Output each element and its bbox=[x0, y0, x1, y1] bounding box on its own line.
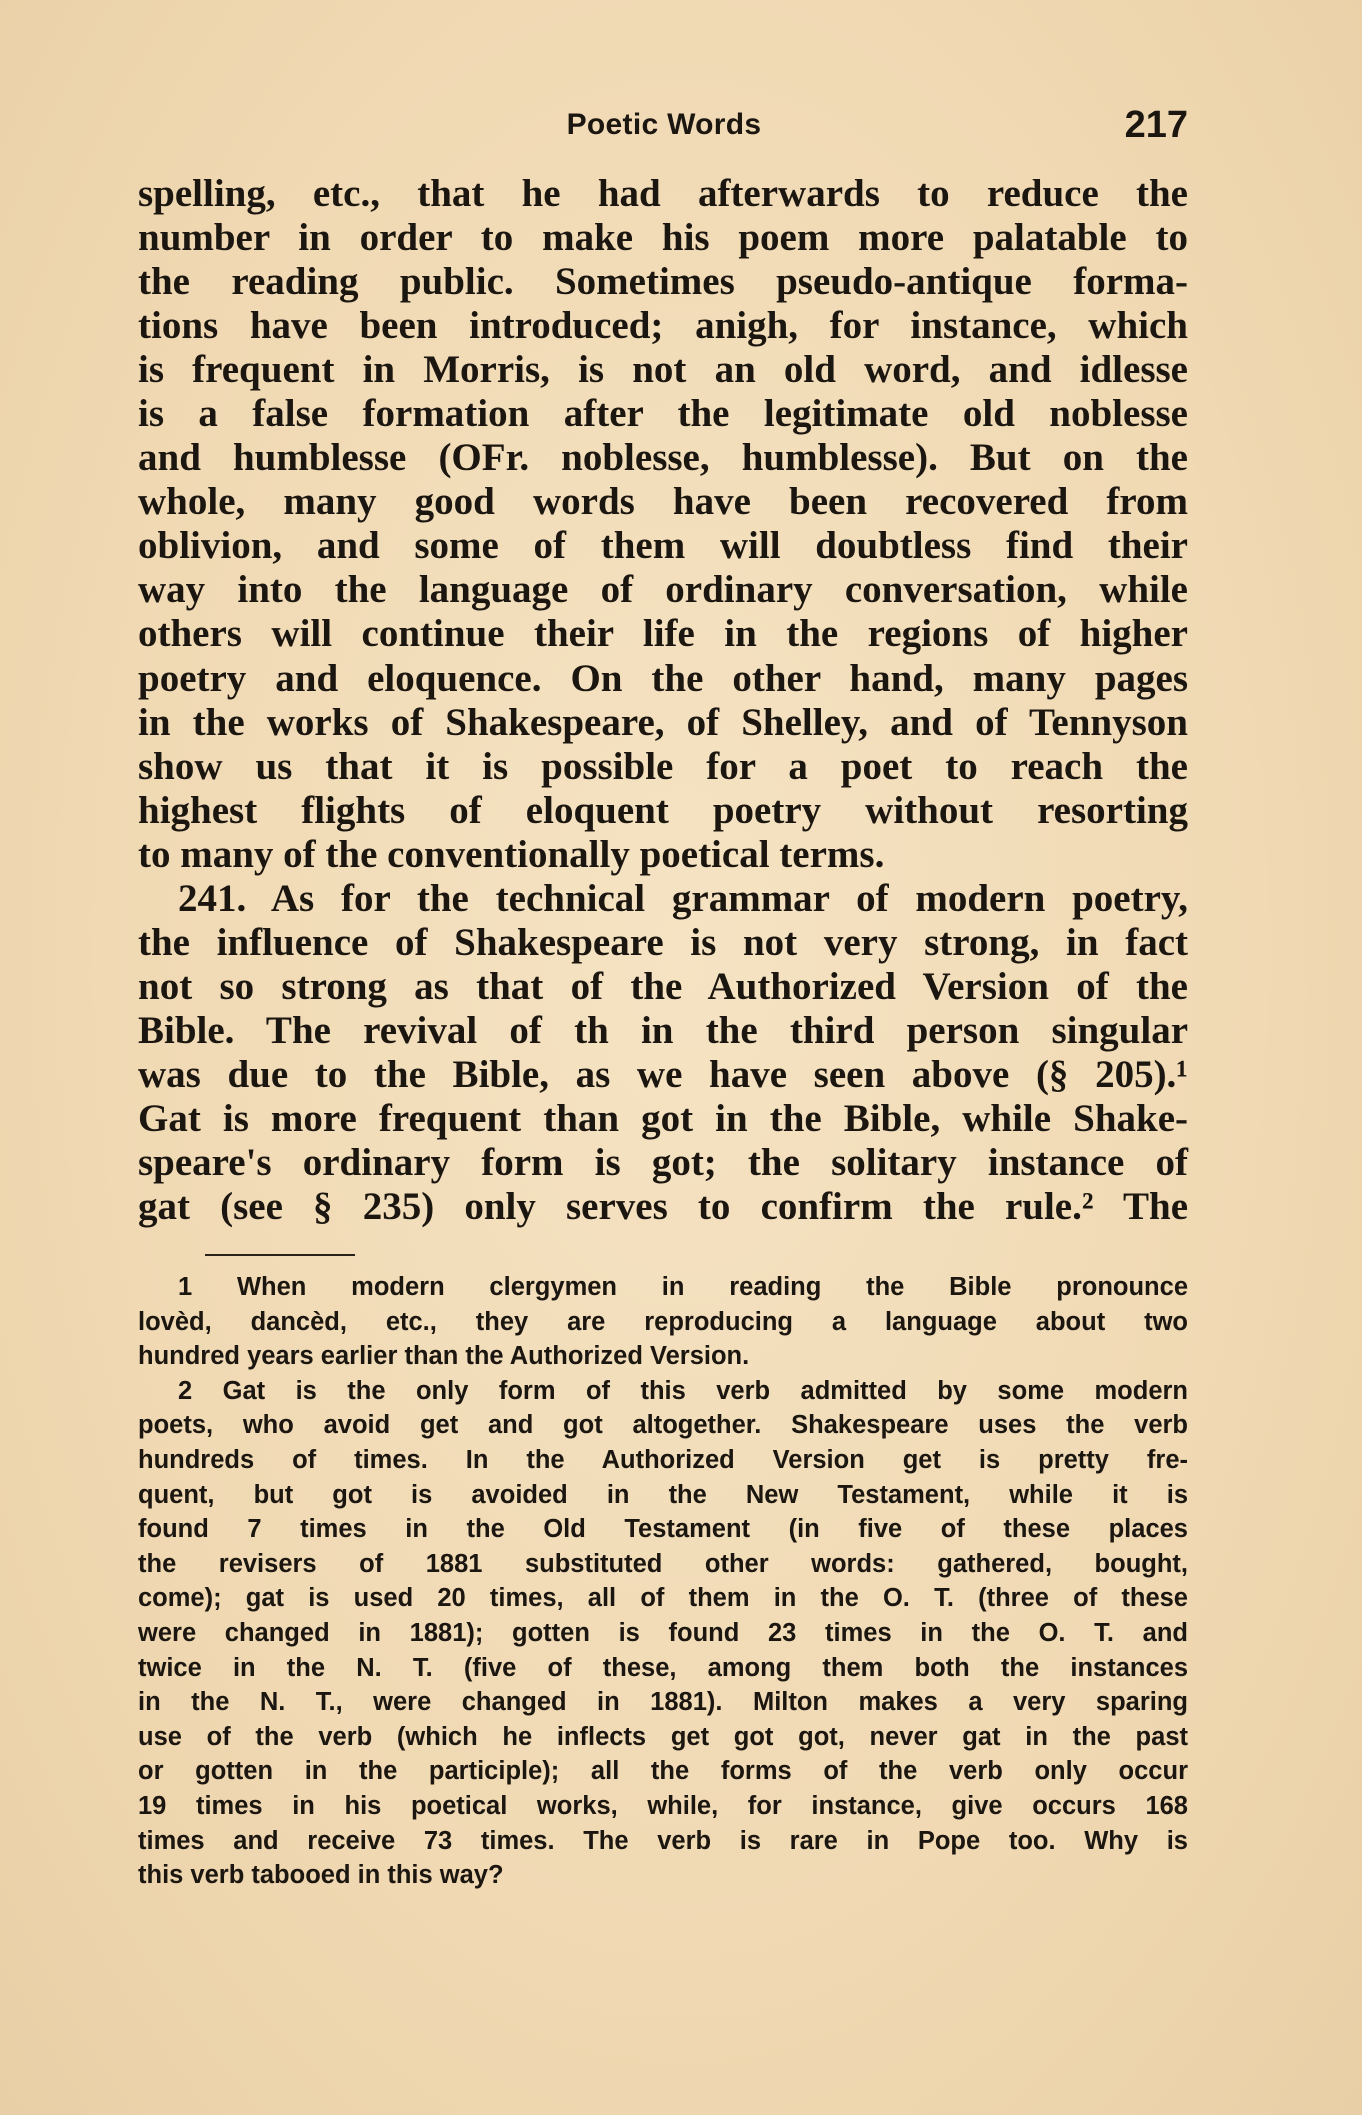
text-line: tions have been introduced; anigh, for instance, which bbox=[138, 304, 1188, 348]
text-line: others will continue their life in the regions of higher bbox=[138, 612, 1188, 656]
footnote-line: twice in the N. T. (five of these, among them both the instances bbox=[138, 1653, 1188, 1682]
footnote-line: poets, who avoid get and got altogether. Shakespeare uses the verb bbox=[138, 1411, 1188, 1440]
footnote-line: come); gat is used 20 times, all of them in the O. T. (three of these bbox=[138, 1584, 1188, 1613]
page-header bbox=[140, 104, 1188, 154]
text-line: way into the language of ordinary conversation, while bbox=[138, 568, 1188, 612]
section-241-paragraph bbox=[138, 877, 1188, 1229]
footnote-1 bbox=[138, 1270, 1188, 1374]
text-line: the influence of Shakespeare is not very strong, in fact bbox=[138, 920, 1188, 964]
text-line: is a false formation after the legitimate old noblesse bbox=[138, 392, 1188, 436]
text-line: not so strong as that of the Authorized Version of the bbox=[138, 964, 1188, 1008]
section-241-heading-line: 241. As for the technical grammar of modern poetry, bbox=[178, 876, 1188, 920]
text-line: Gat is more frequent than got in the Bible, while Shake- bbox=[138, 1096, 1188, 1140]
footnote-line: hundred years earlier than the Authorized Version. bbox=[138, 1342, 750, 1371]
footnote-line: 19 times in his poetical works, while, for instance, give occurs 168 bbox=[138, 1791, 1188, 1820]
text-line: highest flights of eloquent poetry without resorting bbox=[138, 788, 1188, 832]
footnote-line: were changed in 1881); gotten is found 23 times in the O. T. and bbox=[138, 1618, 1188, 1647]
text-line: speare's ordinary form is got; the solitary instance of bbox=[138, 1141, 1188, 1185]
footnote-line: found 7 times in the Old Testament (in five of these places bbox=[138, 1515, 1188, 1544]
footnote-line: 1 When modern clergymen in reading the Bible pronounce bbox=[178, 1273, 1188, 1301]
footnotes bbox=[138, 1270, 1188, 1893]
text-line: show us that it is possible for a poet to reach the bbox=[138, 744, 1188, 788]
body-text bbox=[138, 172, 1188, 1229]
text-line: is frequent in Morris, is not an old word, and idlesse bbox=[138, 348, 1188, 392]
text-line: to many of the conventionally poetical terms. bbox=[138, 832, 885, 876]
text-line: was due to the Bible, as we have seen above (§ 205).¹ bbox=[138, 1052, 1188, 1096]
footnote-line: quent, but got is avoided in the New Testament, while it is bbox=[138, 1480, 1188, 1509]
footnote-line: this verb tabooed in this way? bbox=[138, 1861, 504, 1890]
text-line: gat (see § 235) only serves to confirm the rule.² The bbox=[138, 1185, 1188, 1229]
text-line: in the works of Shakespeare, of Shelley, and of Tennyson bbox=[138, 700, 1188, 744]
text-line: poetry and eloquence. On the other hand, many pages bbox=[138, 656, 1188, 700]
text-line: whole, many good words have been recovered from bbox=[138, 480, 1188, 524]
text-line: oblivion, and some of them will doubtless find their bbox=[138, 524, 1188, 568]
footnote-line: use of the verb (which he inflects get got got, never gat in the past bbox=[138, 1722, 1188, 1751]
footnote-line: hundreds of times. In the Authorized Version get is pretty fre- bbox=[138, 1445, 1188, 1474]
text-line: and humblesse (OFr. noblesse, humblesse). But on the bbox=[138, 436, 1188, 480]
text-line: the reading public. Sometimes pseudo-antique forma- bbox=[138, 260, 1188, 304]
footnote-line: times and receive 73 times. The verb is rare in Pope too. Why is bbox=[138, 1826, 1188, 1855]
text-line: number in order to make his poem more palatable to bbox=[138, 216, 1188, 260]
running-title: Poetic Words bbox=[566, 108, 762, 141]
footnote-divider bbox=[205, 1254, 355, 1256]
text-line: spelling, etc., that he had afterwards to reduce the bbox=[138, 172, 1188, 215]
footnote-line: or gotten in the participle); all the forms of the verb only occur bbox=[138, 1757, 1188, 1786]
footnote-line: 2 Gat is the only form of this verb admitted by some modern bbox=[178, 1376, 1188, 1405]
text-line: Bible. The revival of th in the third person singular bbox=[138, 1008, 1188, 1052]
footnote-2 bbox=[138, 1374, 1188, 1893]
footnote-line: in the N. T., were changed in 1881). Milton makes a very sparing bbox=[138, 1688, 1188, 1717]
page-number: 217 bbox=[1124, 104, 1188, 146]
footnote-line: lovèd, dancèd, etc., they are reproducing a language about two bbox=[138, 1307, 1188, 1336]
footnote-line: the revisers of 1881 substituted other words: gathered, bought, bbox=[138, 1549, 1188, 1578]
paragraph-continued bbox=[138, 172, 1188, 877]
